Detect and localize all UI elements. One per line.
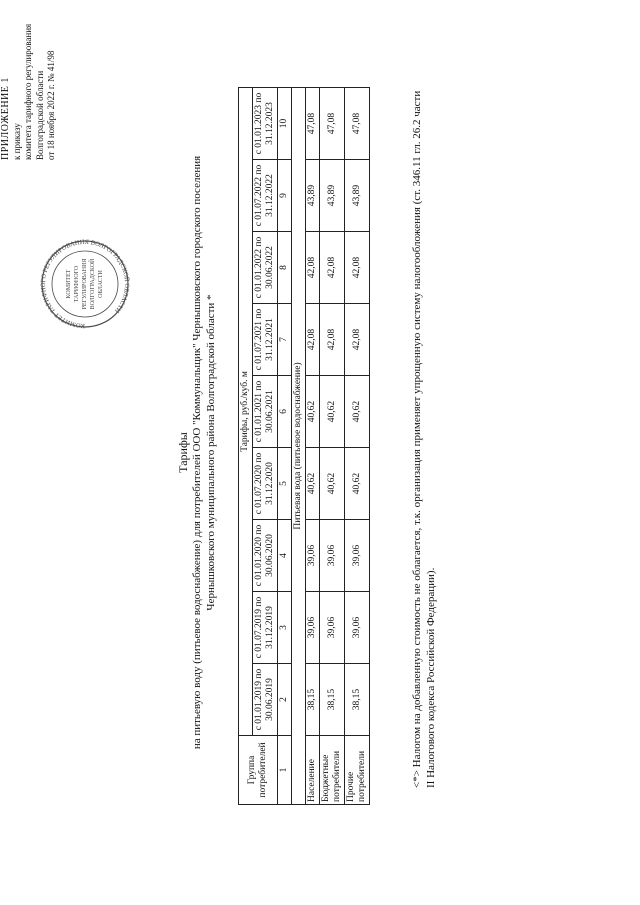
stamp-center-line: РЕГУЛИРОВАНИЯ <box>82 258 88 310</box>
column-number: 3 <box>278 592 292 664</box>
tariff-cell: 40,62 <box>320 448 345 520</box>
tariff-cell: 39,06 <box>345 520 370 592</box>
tariff-cell: 39,06 <box>345 592 370 664</box>
tariff-cell: 40,62 <box>345 448 370 520</box>
tariffs-table <box>238 87 370 805</box>
column-number: 10 <box>278 88 292 160</box>
period-header: с 01.07.2019 по 31.12.2019 <box>253 592 278 664</box>
appendix-block <box>0 0 58 160</box>
document-subtitle-2: Чернышковского муниципального района Волгоградской области * <box>205 294 217 611</box>
column-number: 9 <box>278 160 292 232</box>
period-header: с 01.01.2019 по 30.06.2019 <box>253 664 278 736</box>
row-name: Население <box>306 736 320 805</box>
tariff-cell: 39,06 <box>306 520 320 592</box>
tariff-cell: 47,08 <box>345 88 370 160</box>
section-title: Питьевая вода (питьевое водоснабжение) <box>292 88 306 805</box>
tariff-cell: 42,08 <box>320 232 345 304</box>
group-header: Группа потребителей <box>239 736 278 805</box>
tariff-cell: 39,06 <box>320 592 345 664</box>
table-row <box>345 88 370 805</box>
document-subtitle: на питьевую воду (питьевое водоснабжение) для потребителей ООО "Коммунальщик" Чернышковского городского поселения <box>191 155 203 750</box>
appendix-title: ПРИЛОЖЕНИЕ 1 <box>0 77 11 160</box>
period-header: с 01.01.2022 по 30.06.2022 <box>253 232 278 304</box>
appendix-date: от 18 ноября 2022 г. № 41/98 <box>46 50 56 160</box>
tariff-cell: 42,08 <box>306 304 320 376</box>
official-stamp <box>40 219 130 349</box>
stamp-center-line: ВОЛГОГРАДСКОЙ <box>90 258 96 310</box>
table-row <box>306 88 320 805</box>
period-header: с 01.01.2021 по 30.06.2021 <box>253 376 278 448</box>
tariff-cell: 39,06 <box>306 592 320 664</box>
column-number: 6 <box>278 376 292 448</box>
stamp-ring-text: КОМИТЕТ ТАРИФНОГО РЕГУЛИРОВАНИЯ ВОЛГОГРАДСКОЙ ОБЛАСТИ <box>40 238 130 330</box>
column-number: 4 <box>278 520 292 592</box>
stamp-center-line: ТАРИФНОГО <box>74 265 80 303</box>
section-row <box>292 88 306 805</box>
tariff-cell: 43,89 <box>320 160 345 232</box>
document-title: Тарифы <box>176 432 190 473</box>
tariff-cell: 42,08 <box>345 232 370 304</box>
appendix-line: комитета тарифного регулирования <box>23 23 33 160</box>
column-number: 1 <box>278 736 292 805</box>
tariff-cell: 47,08 <box>306 88 320 160</box>
table-header-row <box>239 88 253 805</box>
table-row <box>320 88 345 805</box>
tariff-cell: 40,62 <box>306 376 320 448</box>
period-header: с 01.01.2023 по 31.12.2023 <box>253 88 278 160</box>
tariff-cell: 40,62 <box>306 448 320 520</box>
tariff-cell: 39,06 <box>320 520 345 592</box>
tariff-cell: 43,89 <box>345 160 370 232</box>
row-name: Прочие потребители <box>345 736 370 805</box>
appendix-line: к приказу <box>11 123 22 160</box>
tariff-cell: 42,08 <box>345 304 370 376</box>
tariff-cell: 42,08 <box>306 232 320 304</box>
period-header: с 01.07.2022 по 31.12.2022 <box>253 160 278 232</box>
tariff-cell: 43,89 <box>306 160 320 232</box>
tariff-cell: 38,15 <box>306 664 320 736</box>
column-number: 8 <box>278 232 292 304</box>
period-header: с 01.01.2020 по 30.06.2020 <box>253 520 278 592</box>
appendix-line: Волгоградской области <box>34 70 45 160</box>
stamp-center-line: ОБЛАСТИ <box>98 270 104 298</box>
tariff-cell: 38,15 <box>320 664 345 736</box>
period-header: с 01.07.2021 по 31.12.2021 <box>253 304 278 376</box>
periods-row <box>253 88 278 805</box>
column-number: 2 <box>278 664 292 736</box>
tariff-cell: 40,62 <box>345 376 370 448</box>
column-numbers-row <box>278 88 292 805</box>
period-header: с 01.07.2020 по 31.12.2020 <box>253 448 278 520</box>
row-name: Бюджетные потребители <box>320 736 345 805</box>
column-number: 5 <box>278 448 292 520</box>
footnote: <*> Налогом на добавленную стоимость не облагается, т.к. организация применяет упрощенную систему налогообложения (ст. 346.11 гл. 26.2 части II Налогового кодекса Российской Федерации). <box>411 90 437 788</box>
stamp-center-line: КОМИТЕТ <box>66 269 72 299</box>
tariffs-header: Тарифы, руб./куб. м <box>239 88 253 736</box>
tariff-cell: 47,08 <box>320 88 345 160</box>
tariff-cell: 38,15 <box>345 664 370 736</box>
tariff-cell: 40,62 <box>320 376 345 448</box>
tariff-cell: 42,08 <box>320 304 345 376</box>
column-number: 7 <box>278 304 292 376</box>
